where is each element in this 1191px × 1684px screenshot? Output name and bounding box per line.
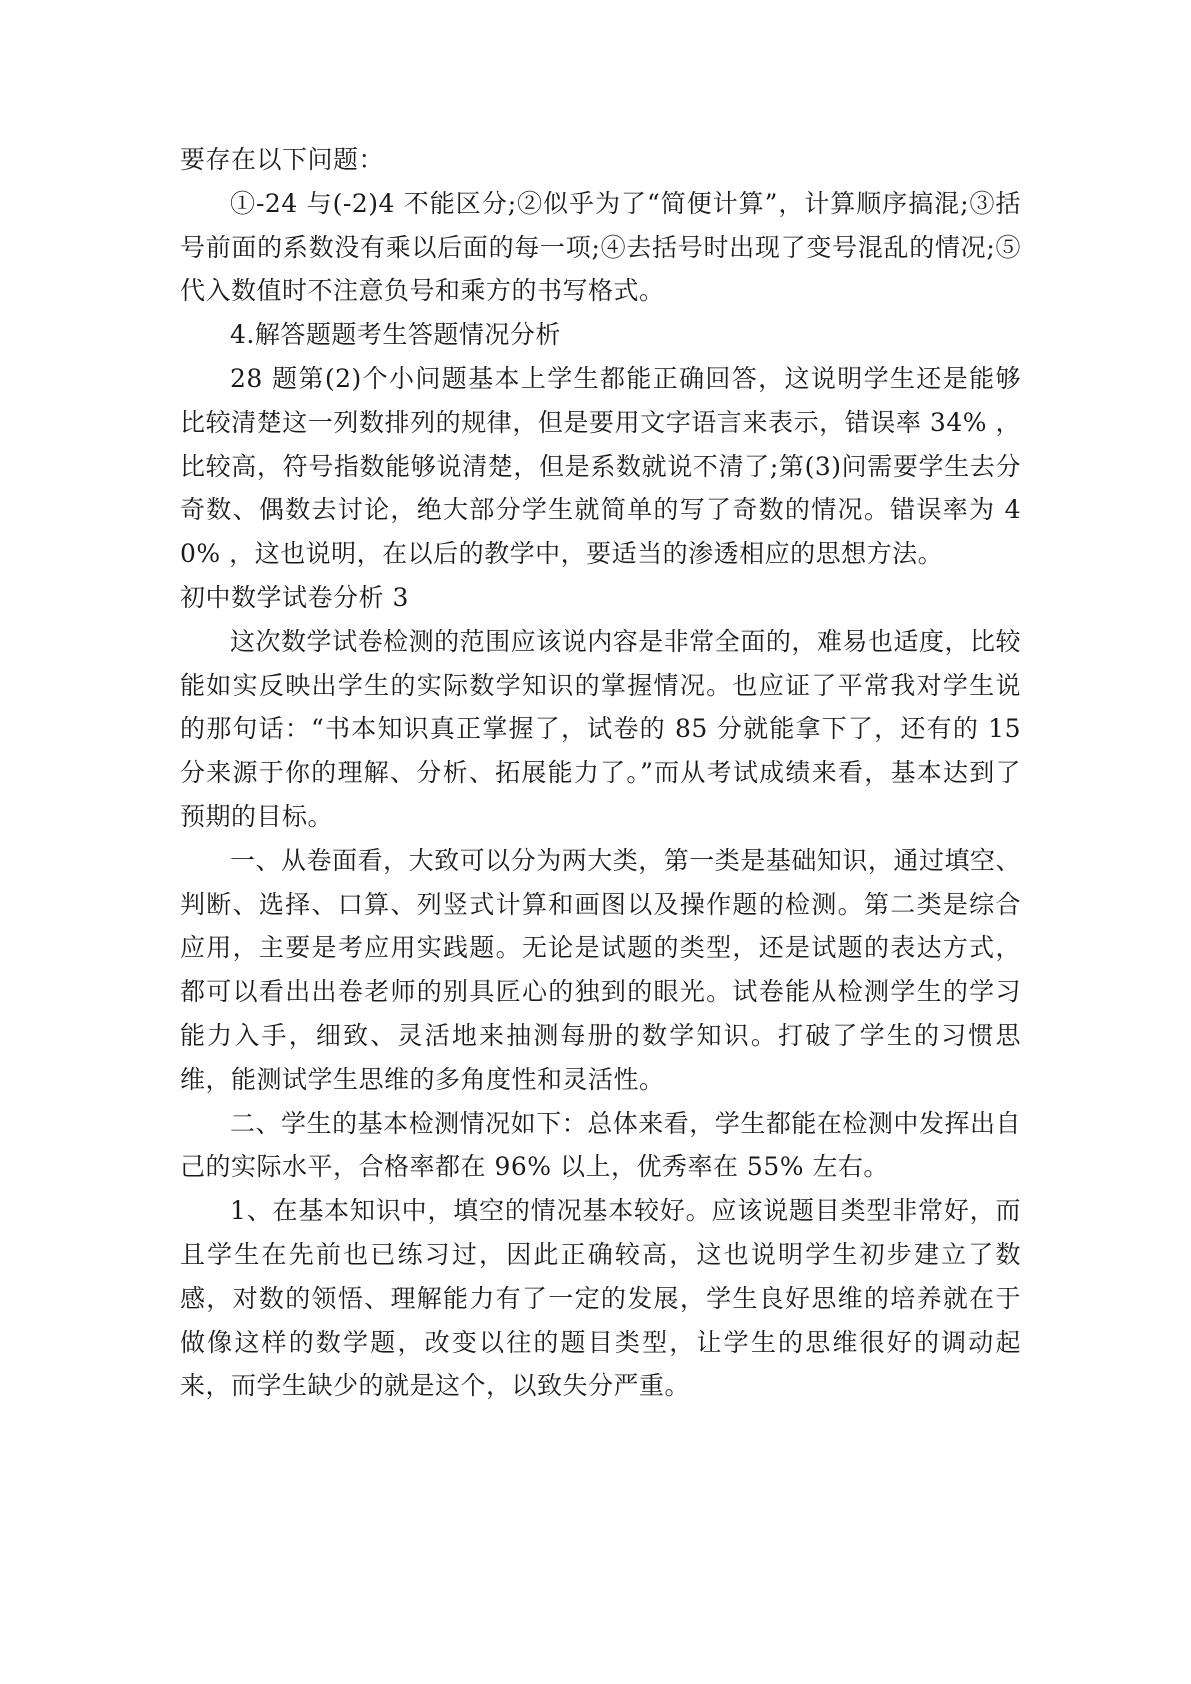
paragraph-basic-results: 二、学生的基本检测情况如下：总体来看，学生都能在检测中发挥出自己的实际水平，合格率都在 96% 以上，优秀率在 55% 左右。: [180, 1108, 1021, 1182]
paragraph-continuation: 要存在以下问题：: [180, 145, 385, 174]
paragraph-fill-in-blank: 1、在基本知识中，填空的情况基本较好。应该说题目类型非常好，而且学生在先前也已练习过，因此正确较高，这也说明学生初步建立了数感，对数的领悟、理解能力有了一定的发展，学生良好思维的培养就在于做像这样的数学题，改变以往的题目类型，让学生的思维很好的调动起来，而学生缺少的就是这个，以致失分严重。: [180, 1196, 1021, 1401]
section-heading-answer-analysis: 4.解答题题考生答题情况分析: [230, 320, 561, 350]
paragraph-paper-overview: 一、从卷面看，大致可以分为两大类，第一类是基础知识，通过填空、判断、选择、口算、列竖式计算和画图以及操作题的检测。第二类是综合应用，主要是考应用实践题。无论是试题的类型，还是试题的表达方式，都可以看出出卷老师的别具匠心的独到的眼光。试卷能从检测学生的学习能力入手，细致、灵活地来抽测每册的数学知识。打破了学生的习惯思维，能测试学生思维的多角度性和灵活性。: [180, 845, 1021, 1094]
paragraph-exam-scope: 这次数学试卷检测的范围应该说内容是非常全面的，难易也适度，比较能如实反映出学生的实际数学知识的掌握情况。也应证了平常我对学生说的那句话：“书本知识真正掌握了，试卷的 85 分就能拿下了，还有的 15 分来源于你的理解、分析、拓展能力了。”而从考试成绩来看，基本达到了预期的目标。: [180, 626, 1021, 831]
section-title-analysis-3: 初中数学试卷分析 3: [180, 582, 409, 612]
paragraph-problems-list: ①-24 与(-2)4 不能区分;②似乎为了“简便计算”，计算顺序搞混;③括号前面的系数没有乘以后面的每一项;④去括号时出现了变号混乱的情况;⑤代入数值时不注意负号和乘方的书写格式。: [180, 188, 1021, 306]
paragraph-question-28: 28 题第(2)个小问题基本上学生都能正确回答，这说明学生还是能够比较清楚这一列数排列的规律，但是要用文字语言来表示，错误率 34% ，比较高，符号指数能够说清楚，但是系数就说不清了;第(3)问需要学生去分奇数、偶数去讨论，绝大部分学生就简单的写了奇数的情况。错误率为 40% ，这也说明，在以后的教学中，要适当的渗透相应的思想方法。: [180, 363, 1021, 569]
